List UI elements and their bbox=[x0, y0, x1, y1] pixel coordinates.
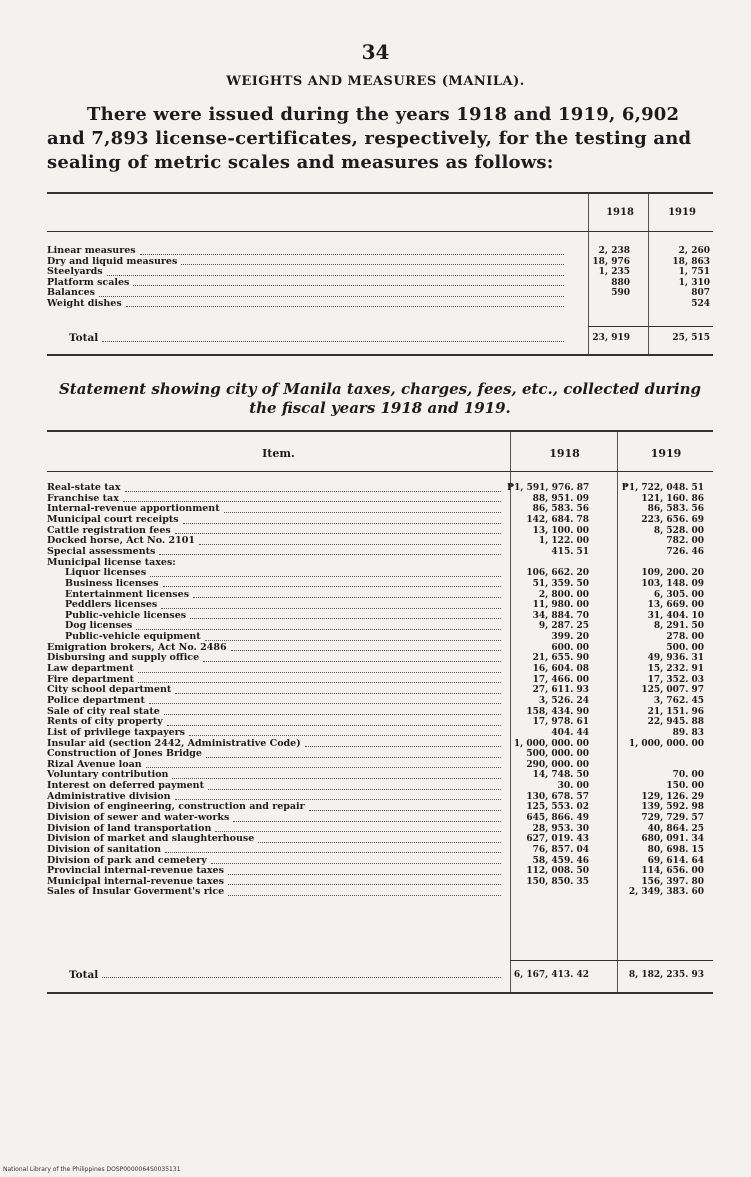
table1-row-label: Linear measures bbox=[47, 245, 136, 256]
leader-dots bbox=[172, 778, 501, 779]
table2-row-1919: 49, 936. 31 bbox=[647, 653, 704, 664]
leader-dots bbox=[146, 767, 501, 768]
table2-row-1918: 34, 884. 70 bbox=[532, 610, 589, 621]
table2-row-1919: 223, 656. 69 bbox=[641, 515, 704, 526]
table2-row bbox=[47, 579, 713, 590]
table2-row-1918: 88, 951. 09 bbox=[532, 493, 589, 504]
table2-row-label: Dog licenses bbox=[65, 620, 133, 632]
leader-dots bbox=[138, 682, 501, 683]
table2-row-label: Division of engineering, construction and repair bbox=[47, 801, 305, 813]
table2-row-1919: 278. 00 bbox=[666, 632, 704, 643]
table2-row-label: Administrative division bbox=[47, 790, 171, 802]
table2-row-label: Provincial internal-revenue taxes bbox=[47, 865, 224, 877]
table2-row-1919: 680, 091. 34 bbox=[641, 834, 704, 845]
leader-dots bbox=[99, 296, 564, 297]
table2-row-1918: 11, 980. 00 bbox=[532, 600, 589, 611]
table1-row-label: Steelyards bbox=[47, 266, 103, 277]
table2-row bbox=[47, 547, 713, 558]
leader-dots bbox=[150, 576, 501, 577]
table2-title: Statement showing city of Manila taxes, charges, fees, etc., collected during the fiscal years 1918 and 1919. bbox=[58, 380, 702, 417]
page-number: 34 bbox=[361, 40, 390, 64]
leader-dots bbox=[175, 533, 501, 534]
table2-row-1919: 3, 762. 45 bbox=[653, 695, 704, 706]
table2-row-1918: 399. 20 bbox=[551, 632, 589, 643]
leader-dots bbox=[175, 693, 501, 694]
table2-row-1919: 22, 945. 88 bbox=[647, 717, 704, 728]
table2-row-1919: 80, 698. 15 bbox=[647, 844, 704, 855]
leader-dots bbox=[199, 544, 501, 545]
table2-col-item: Item. bbox=[262, 447, 295, 460]
table2-row-1918: 158, 434. 90 bbox=[526, 706, 589, 717]
table2-row bbox=[47, 483, 713, 494]
table2-row-1919: 150. 00 bbox=[666, 781, 704, 792]
leader-dots bbox=[228, 895, 501, 896]
table2-row-label: Division of land transportation bbox=[47, 822, 212, 834]
table1-top-rule bbox=[47, 192, 713, 194]
table1-total-label: Total bbox=[69, 332, 99, 344]
leader-dots bbox=[138, 672, 501, 673]
table1-row-1918: 590 bbox=[611, 288, 630, 298]
table2-row-1918: 27, 611. 93 bbox=[532, 685, 589, 696]
table2-row-label: Municipal court receipts bbox=[47, 514, 179, 526]
table1-row-1919: 524 bbox=[691, 298, 710, 309]
table2-row-1918: 125, 553. 02 bbox=[526, 802, 589, 813]
table2-row-1918: 16, 604. 08 bbox=[532, 664, 589, 675]
table2-row-label: Municipal internal-revenue taxes bbox=[47, 875, 224, 887]
table2-row-1919: 121, 160. 86 bbox=[641, 493, 704, 504]
table2-row-1919: 103, 148. 09 bbox=[641, 578, 704, 589]
table2-row bbox=[47, 515, 713, 526]
table2-total-1919: 8, 182, 235. 93 bbox=[628, 969, 704, 980]
table1-row-1918: 880 bbox=[611, 277, 630, 288]
table2-row-label: Emigration brokers, Act No. 2486 bbox=[47, 641, 227, 653]
table2-row bbox=[47, 749, 713, 760]
table2-row-label: List of privilege taxpayers bbox=[47, 726, 186, 738]
table2-row-label: Division of sanitation bbox=[47, 843, 162, 855]
table2-row-1919: 40, 864. 25 bbox=[647, 823, 704, 834]
table2-row bbox=[47, 685, 713, 696]
intro-paragraph: There were issued during the years 1918 and 1919, 6,902 and 7,893 license-certificates, respectively, for the testing and sealing of metric scales and measures as follows: bbox=[47, 104, 692, 173]
table2-total-1918: 6, 167, 413. 42 bbox=[513, 969, 589, 980]
table1-row-1919: 1, 310 bbox=[678, 277, 710, 288]
table2-row-1919: 69, 614. 64 bbox=[647, 855, 704, 866]
table2-row-label: Entertainment licenses bbox=[65, 588, 190, 600]
table2-row-1919: 8, 528. 00 bbox=[653, 525, 704, 536]
table2-row-label: Real-state tax bbox=[47, 482, 121, 494]
table2-row-label: Public-vehicle licenses bbox=[65, 609, 187, 621]
table2-body bbox=[47, 483, 713, 898]
table2-row-1918: 290, 000. 00 bbox=[526, 759, 589, 770]
table2-row-label: Construction of Jones Bridge bbox=[47, 748, 202, 760]
table2-total-row bbox=[47, 968, 713, 980]
table2-row-1918: 13, 100. 00 bbox=[532, 525, 589, 536]
table2-row bbox=[47, 813, 713, 824]
leader-dots bbox=[164, 714, 501, 715]
leader-dots bbox=[189, 735, 501, 736]
leader-dots bbox=[190, 618, 501, 619]
table2-row-1918: 415. 51 bbox=[551, 546, 589, 557]
table2-row-1919: 2, 349, 383. 60 bbox=[628, 887, 704, 898]
table2-row-1919: 109, 200. 20 bbox=[641, 568, 704, 579]
table2-row-1919: 156, 397. 80 bbox=[641, 876, 704, 887]
table2-row-1919: 15, 232. 91 bbox=[647, 664, 704, 675]
leader-dots bbox=[133, 285, 564, 286]
table1-col-1919: 1919 bbox=[668, 207, 696, 218]
table2-total-label: Total bbox=[69, 968, 99, 981]
leader-dots bbox=[161, 608, 501, 609]
table2-row-1919: 782. 00 bbox=[666, 536, 704, 547]
table2-row-1918: 600. 00 bbox=[551, 642, 589, 653]
leader-dots bbox=[183, 523, 501, 524]
table1-row-1919: 807 bbox=[691, 288, 710, 298]
table2-row-1919: 125, 007. 97 bbox=[641, 685, 704, 696]
table1-sum-rule bbox=[588, 326, 713, 327]
table1-header-rule bbox=[47, 231, 713, 232]
table2-row-1918: 404. 44 bbox=[551, 727, 589, 738]
leader-dots bbox=[211, 863, 501, 864]
table1-row bbox=[47, 288, 713, 299]
table2-row-1919: 6, 305. 00 bbox=[653, 589, 704, 600]
leader-dots bbox=[206, 757, 501, 758]
table2-row-1918: 1, 122. 00 bbox=[538, 536, 589, 547]
table2-row-label: Division of park and cemetery bbox=[47, 854, 207, 866]
table2-row-1918: 150, 850. 35 bbox=[526, 876, 589, 887]
leader-dots bbox=[309, 810, 501, 811]
table2-row-1919: 17, 352. 03 bbox=[647, 674, 704, 685]
table2-row-1919: 8, 291. 50 bbox=[653, 621, 704, 632]
table2-row-1918: 3, 526. 24 bbox=[538, 695, 589, 706]
table1-row-1919: 18, 863 bbox=[672, 256, 710, 267]
table1-col-1918: 1918 bbox=[606, 207, 634, 218]
leader-dots bbox=[140, 254, 564, 255]
table2-top-rule bbox=[47, 430, 713, 432]
table2-row-1919: 31, 404. 10 bbox=[647, 610, 704, 621]
table2-sum-rule bbox=[510, 960, 713, 961]
table2-row-1918: 58, 459. 46 bbox=[532, 855, 589, 866]
table1-total-row bbox=[47, 333, 713, 344]
table2-row-1918: 17, 466. 00 bbox=[532, 674, 589, 685]
table2-row-label: Police department bbox=[47, 694, 145, 706]
leader-dots bbox=[181, 264, 564, 265]
table2-row bbox=[47, 632, 713, 643]
leader-dots bbox=[175, 799, 501, 800]
table2-row-1918: 28, 953. 30 bbox=[532, 823, 589, 834]
table2-row-1918: 2, 800. 00 bbox=[538, 589, 589, 600]
table2-row-label: Liquor licenses bbox=[65, 567, 147, 579]
table2-row-1918: 627, 019. 43 bbox=[526, 834, 589, 845]
table2-row-label: Business licenses bbox=[65, 577, 159, 589]
table2-row-1919: 89. 83 bbox=[672, 727, 704, 738]
table2-row bbox=[47, 611, 713, 622]
leader-dots bbox=[159, 554, 501, 555]
leader-dots bbox=[163, 586, 501, 587]
table1-body bbox=[47, 246, 713, 309]
leader-dots bbox=[231, 650, 501, 651]
leader-dots bbox=[167, 725, 501, 726]
table2-row-label: Sale of city real state bbox=[47, 705, 160, 717]
leader-dots bbox=[125, 491, 502, 492]
table2-row-1918: 645, 866. 49 bbox=[526, 813, 589, 823]
table1-row-1918: 1, 235 bbox=[598, 267, 630, 277]
table1-row bbox=[47, 278, 713, 289]
table1-row-1919: 2, 260 bbox=[678, 246, 710, 256]
table2-row-label: Public-vehicle equipment bbox=[65, 631, 201, 643]
table1-row-1918: 2, 238 bbox=[598, 246, 630, 256]
leader-dots bbox=[233, 821, 501, 822]
leader-dots bbox=[123, 501, 501, 502]
leader-dots bbox=[126, 306, 564, 307]
table2-row bbox=[47, 557, 713, 568]
table2-row-label: Law department bbox=[47, 663, 134, 675]
leader-dots bbox=[215, 831, 501, 832]
table2-row-label: Disbursing and supply office bbox=[47, 652, 200, 664]
table2-row-label: City school department bbox=[47, 684, 172, 696]
table2-row-1919: 70. 00 bbox=[672, 770, 704, 781]
table1-row-label: Dry and liquid measures bbox=[47, 255, 178, 267]
table2-row-1918: 1, 000, 000. 00 bbox=[513, 738, 589, 749]
leader-dots bbox=[228, 874, 501, 875]
table1-row bbox=[47, 246, 713, 257]
table2-row bbox=[47, 653, 713, 664]
table2-row bbox=[47, 887, 713, 898]
table2-row-1919: 726. 46 bbox=[666, 546, 704, 557]
table2-row-label: Cattle registration fees bbox=[47, 524, 171, 536]
table2-row-1918: 30. 00 bbox=[557, 781, 589, 792]
leader-dots bbox=[136, 629, 501, 630]
table1-row bbox=[47, 257, 713, 268]
scan-footer: National Library of the Philippines DOSP0000064S0035131 bbox=[3, 1166, 181, 1173]
table1-row-1919: 1, 751 bbox=[678, 267, 710, 277]
table2-row-1919: 139, 592. 98 bbox=[641, 802, 704, 813]
table2-row-label: Division of sewer and water-works bbox=[47, 812, 230, 823]
table2-row-1918: 142, 684. 78 bbox=[526, 515, 589, 526]
leader-dots bbox=[208, 789, 501, 790]
table2-row-1919: 729, 729. 57 bbox=[641, 813, 704, 823]
table2-row-1919: 114, 656. 00 bbox=[641, 866, 704, 877]
table1-row-1918: 18, 976 bbox=[592, 256, 630, 267]
table2-row-1918: 14, 748. 50 bbox=[532, 770, 589, 781]
table2-row-1919: ₱1, 722, 048. 51 bbox=[621, 483, 704, 494]
table2-row-1918: ₱1, 591, 976. 87 bbox=[507, 483, 590, 494]
table2-row-1919: 129, 126. 29 bbox=[641, 791, 704, 802]
leader-dots bbox=[305, 746, 501, 747]
table2-row-1918: 130, 678. 57 bbox=[526, 791, 589, 802]
table2-row bbox=[47, 664, 713, 675]
table2-row-label: Insular aid (section 2442, Administrative Code) bbox=[47, 737, 301, 749]
leader-dots bbox=[228, 884, 501, 885]
table2-row-label: Municipal license taxes: bbox=[47, 556, 176, 568]
leader-dots bbox=[224, 512, 501, 513]
table2-row-1918: 17, 978. 61 bbox=[532, 717, 589, 728]
table2-row-label: Voluntary contribution bbox=[47, 769, 169, 781]
table2-row-label: Special assessments bbox=[47, 545, 156, 557]
table2-row-label: Franchise tax bbox=[47, 492, 119, 504]
section-heading: WEIGHTS AND MEASURES (MANILA). bbox=[226, 74, 525, 89]
table1-row bbox=[47, 267, 713, 278]
table2-col-1918: 1918 bbox=[549, 447, 580, 460]
table2-row-label: Peddlers licenses bbox=[65, 599, 158, 611]
table2-row-label: Interest on deferred payment bbox=[47, 780, 204, 792]
table2-row-1918: 21, 655. 90 bbox=[532, 653, 589, 664]
table1-total-1919: 25, 515 bbox=[672, 333, 710, 343]
table2-row-1919: 500. 00 bbox=[666, 642, 704, 653]
table2-row bbox=[47, 781, 713, 792]
table2-bottom-rule bbox=[47, 992, 713, 994]
table1-row-label: Platform scales bbox=[47, 276, 130, 288]
table2-row-1918: 106, 662. 20 bbox=[526, 568, 589, 579]
table2-row-label: Docked horse, Act No. 2101 bbox=[47, 535, 195, 547]
table2-row bbox=[47, 845, 713, 856]
leader-dots bbox=[205, 640, 501, 641]
table2-row-label: Rents of city property bbox=[47, 716, 163, 728]
table1-row-label: Weight dishes bbox=[47, 297, 122, 309]
table2-row-label: Fire department bbox=[47, 673, 134, 685]
leader-dots bbox=[107, 275, 564, 276]
leader-dots bbox=[258, 842, 501, 843]
table2-row-1918: 500, 000. 00 bbox=[526, 749, 589, 760]
table2-row-label: Internal-revenue apportionment bbox=[47, 503, 220, 515]
table2-row-label: Division of market and slaughterhouse bbox=[47, 833, 255, 845]
table2-row bbox=[47, 728, 713, 739]
table2-row-1918: 51, 359. 50 bbox=[532, 578, 589, 589]
table2-header-rule bbox=[47, 471, 713, 472]
leader-dots bbox=[165, 852, 501, 853]
table2-row-1919: 1, 000, 000. 00 bbox=[628, 738, 704, 749]
table2-row-1918: 9, 287. 25 bbox=[538, 621, 589, 632]
table2-row-1918: 112, 008. 50 bbox=[526, 866, 589, 877]
table2-col-1919: 1919 bbox=[650, 447, 682, 460]
table2-row-1918: 76, 857. 04 bbox=[532, 844, 589, 855]
table2-row-1918: 86, 583. 56 bbox=[532, 504, 589, 515]
table1-bottom-rule bbox=[47, 354, 713, 356]
table1-row-label: Balances bbox=[47, 287, 96, 298]
table2-row-label: Rizal Avenue loan bbox=[47, 758, 142, 770]
table2-row-1919: 13, 669. 00 bbox=[647, 600, 704, 611]
table2-row-label: Sales of Insular Goverment's rice bbox=[47, 886, 225, 898]
table1-row bbox=[47, 299, 713, 310]
table2-row bbox=[47, 696, 713, 707]
leader-dots bbox=[203, 661, 501, 662]
table1-total-1918: 23, 919 bbox=[592, 333, 630, 343]
table2-row-1919: 21, 151. 96 bbox=[647, 706, 704, 717]
leader-dots bbox=[193, 597, 501, 598]
table2-row-1919: 86, 583. 56 bbox=[647, 504, 704, 515]
leader-dots bbox=[149, 703, 501, 704]
